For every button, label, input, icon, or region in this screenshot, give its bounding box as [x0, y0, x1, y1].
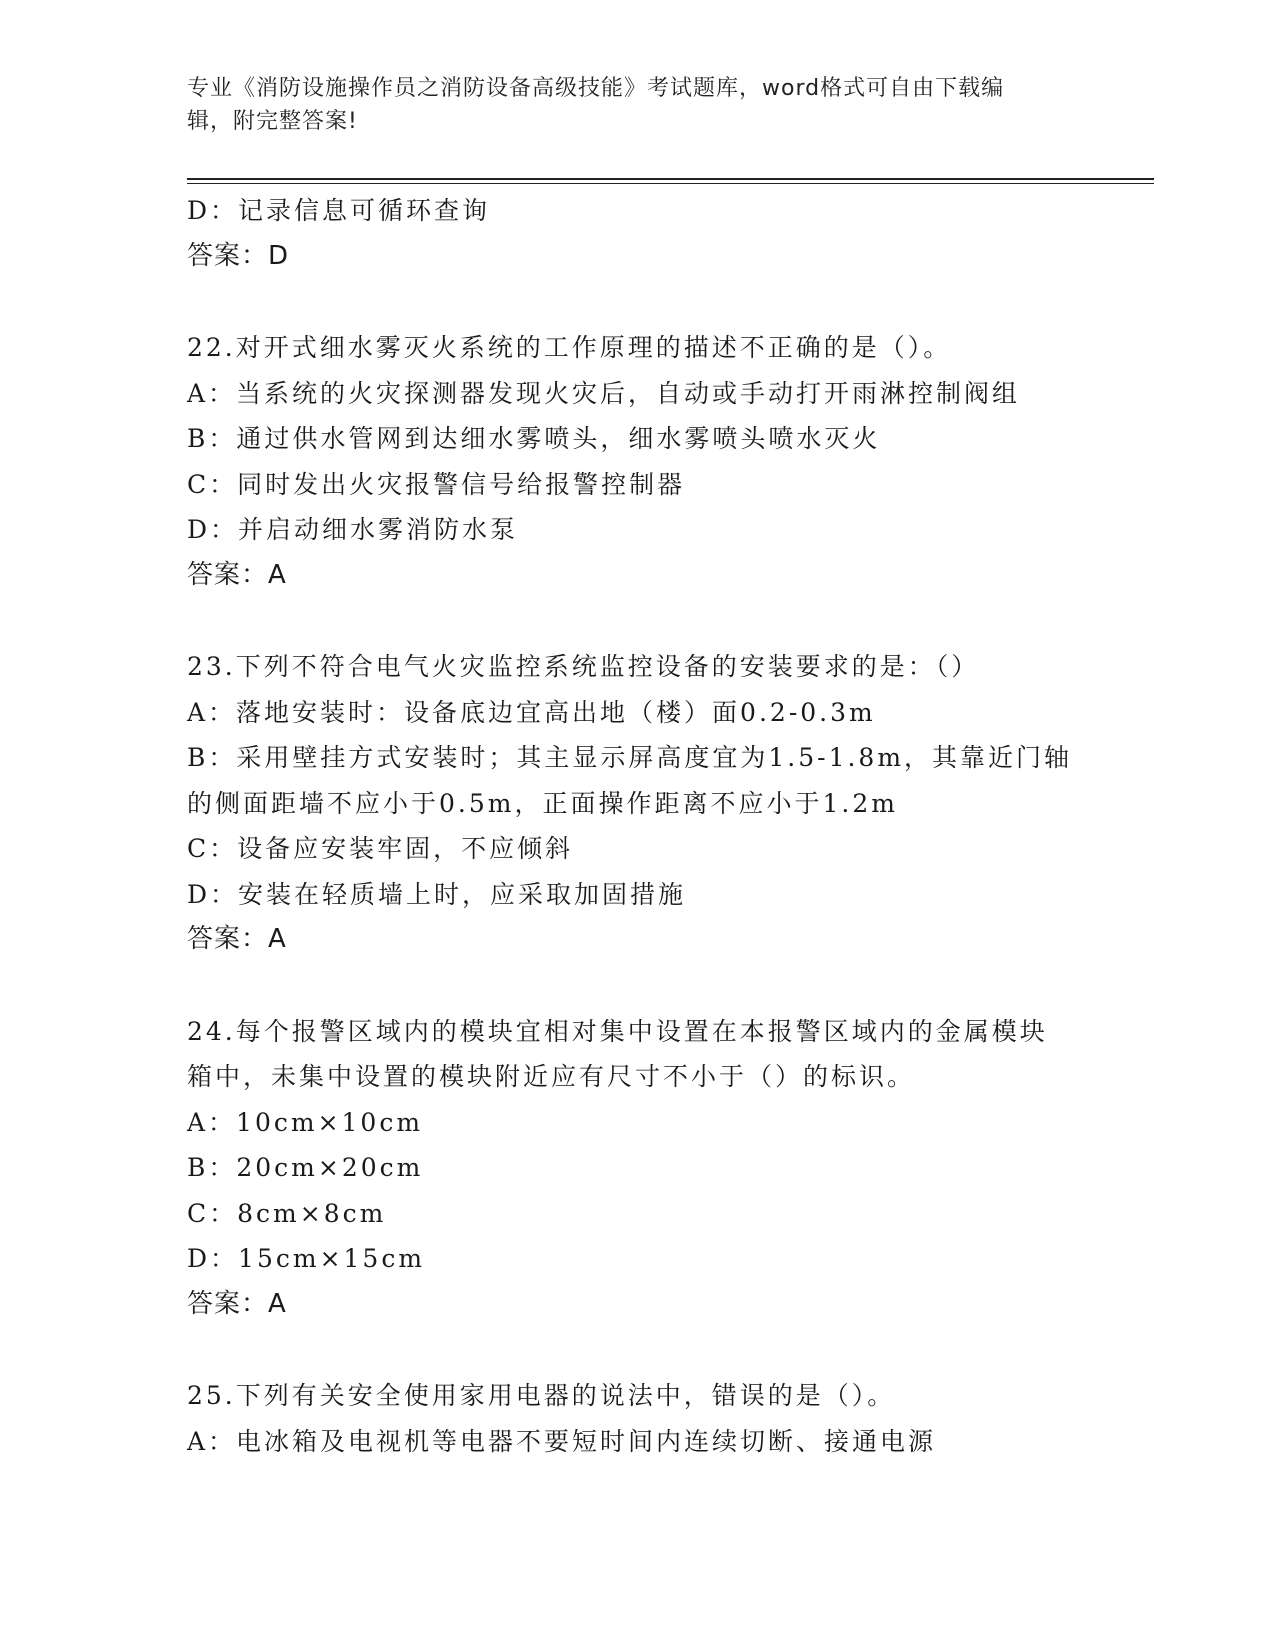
option-c: C：设备应安装牢固，不应倾斜: [187, 834, 574, 863]
question-block-22: [187, 325, 1087, 598]
answer-line: 答案：D: [187, 240, 290, 271]
option-d: D：安装在轻质墙上时，应采取加固措施: [187, 879, 687, 909]
question-list: [187, 188, 1087, 1464]
option-c: C：8cm×8cm: [187, 1198, 387, 1228]
header-divider-thick: [187, 178, 1154, 180]
answer-line: 答案：A: [187, 1288, 287, 1319]
option-b: B：20cm×20cm: [187, 1153, 424, 1182]
option-b-continued: 的侧面距墙不应小于0.5m，正面操作距离不应小于1.2m: [187, 788, 898, 818]
question-stem-continued: 箱中，未集中设置的模块附近应有尺寸不小于（）的标识。: [187, 1062, 916, 1091]
answer-line: 答案：A: [187, 924, 287, 954]
option-a: A：电冰箱及电视机等电器不要短时间内连续切断、接通电源: [187, 1426, 937, 1456]
header-line-2: 辑，附完整答案!: [187, 109, 358, 134]
option-d: D：并启动细水雾消防水泵: [187, 515, 519, 544]
option-b: B：通过供水管网到达细水雾喷头，细水雾喷头喷水灭火: [187, 424, 881, 453]
question-stem: 22.对开式细水雾灭火系统的工作原理的描述不正确的是（）。: [187, 333, 952, 362]
header-line-1: 专业《消防设施操作员之消防设备高级技能》考试题库，word格式可自由下载编: [187, 76, 1005, 101]
question-block-21: [187, 188, 1087, 279]
question-block-23: [187, 644, 1087, 963]
option-b: B：采用壁挂方式安装时；其主显示屏高度宜为1.5-1.8m，其靠近门轴: [187, 743, 1073, 772]
option-d: D：记录信息可循环查询: [187, 196, 491, 225]
question-block-24: [187, 1009, 1087, 1328]
option-a: A：落地安装时：设备底边宜高出地（楼）面0.2-0.3m: [187, 697, 876, 727]
document-header: [187, 72, 1087, 138]
option-c: C：同时发出火灾报警信号给报警控制器: [187, 469, 686, 499]
option-a: A：当系统的火灾探测器发现火灾后，自动或手动打开雨淋控制阀组: [187, 378, 1021, 408]
answer-line: 答案：A: [187, 559, 287, 590]
question-stem: 24.每个报警区域内的模块宜相对集中设置在本报警区域内的金属模块: [187, 1016, 1048, 1046]
question-stem: 25.下列有关安全使用家用电器的说法中，错误的是（）。: [187, 1381, 896, 1410]
option-a: A：10cm×10cm: [187, 1107, 424, 1137]
header-divider-thin: [187, 183, 1154, 184]
question-stem: 23.下列不符合电气火灾监控系统监控设备的安装要求的是：（）: [187, 652, 980, 681]
question-block-25: [187, 1373, 1087, 1464]
option-d: D：15cm×15cm: [187, 1244, 426, 1273]
